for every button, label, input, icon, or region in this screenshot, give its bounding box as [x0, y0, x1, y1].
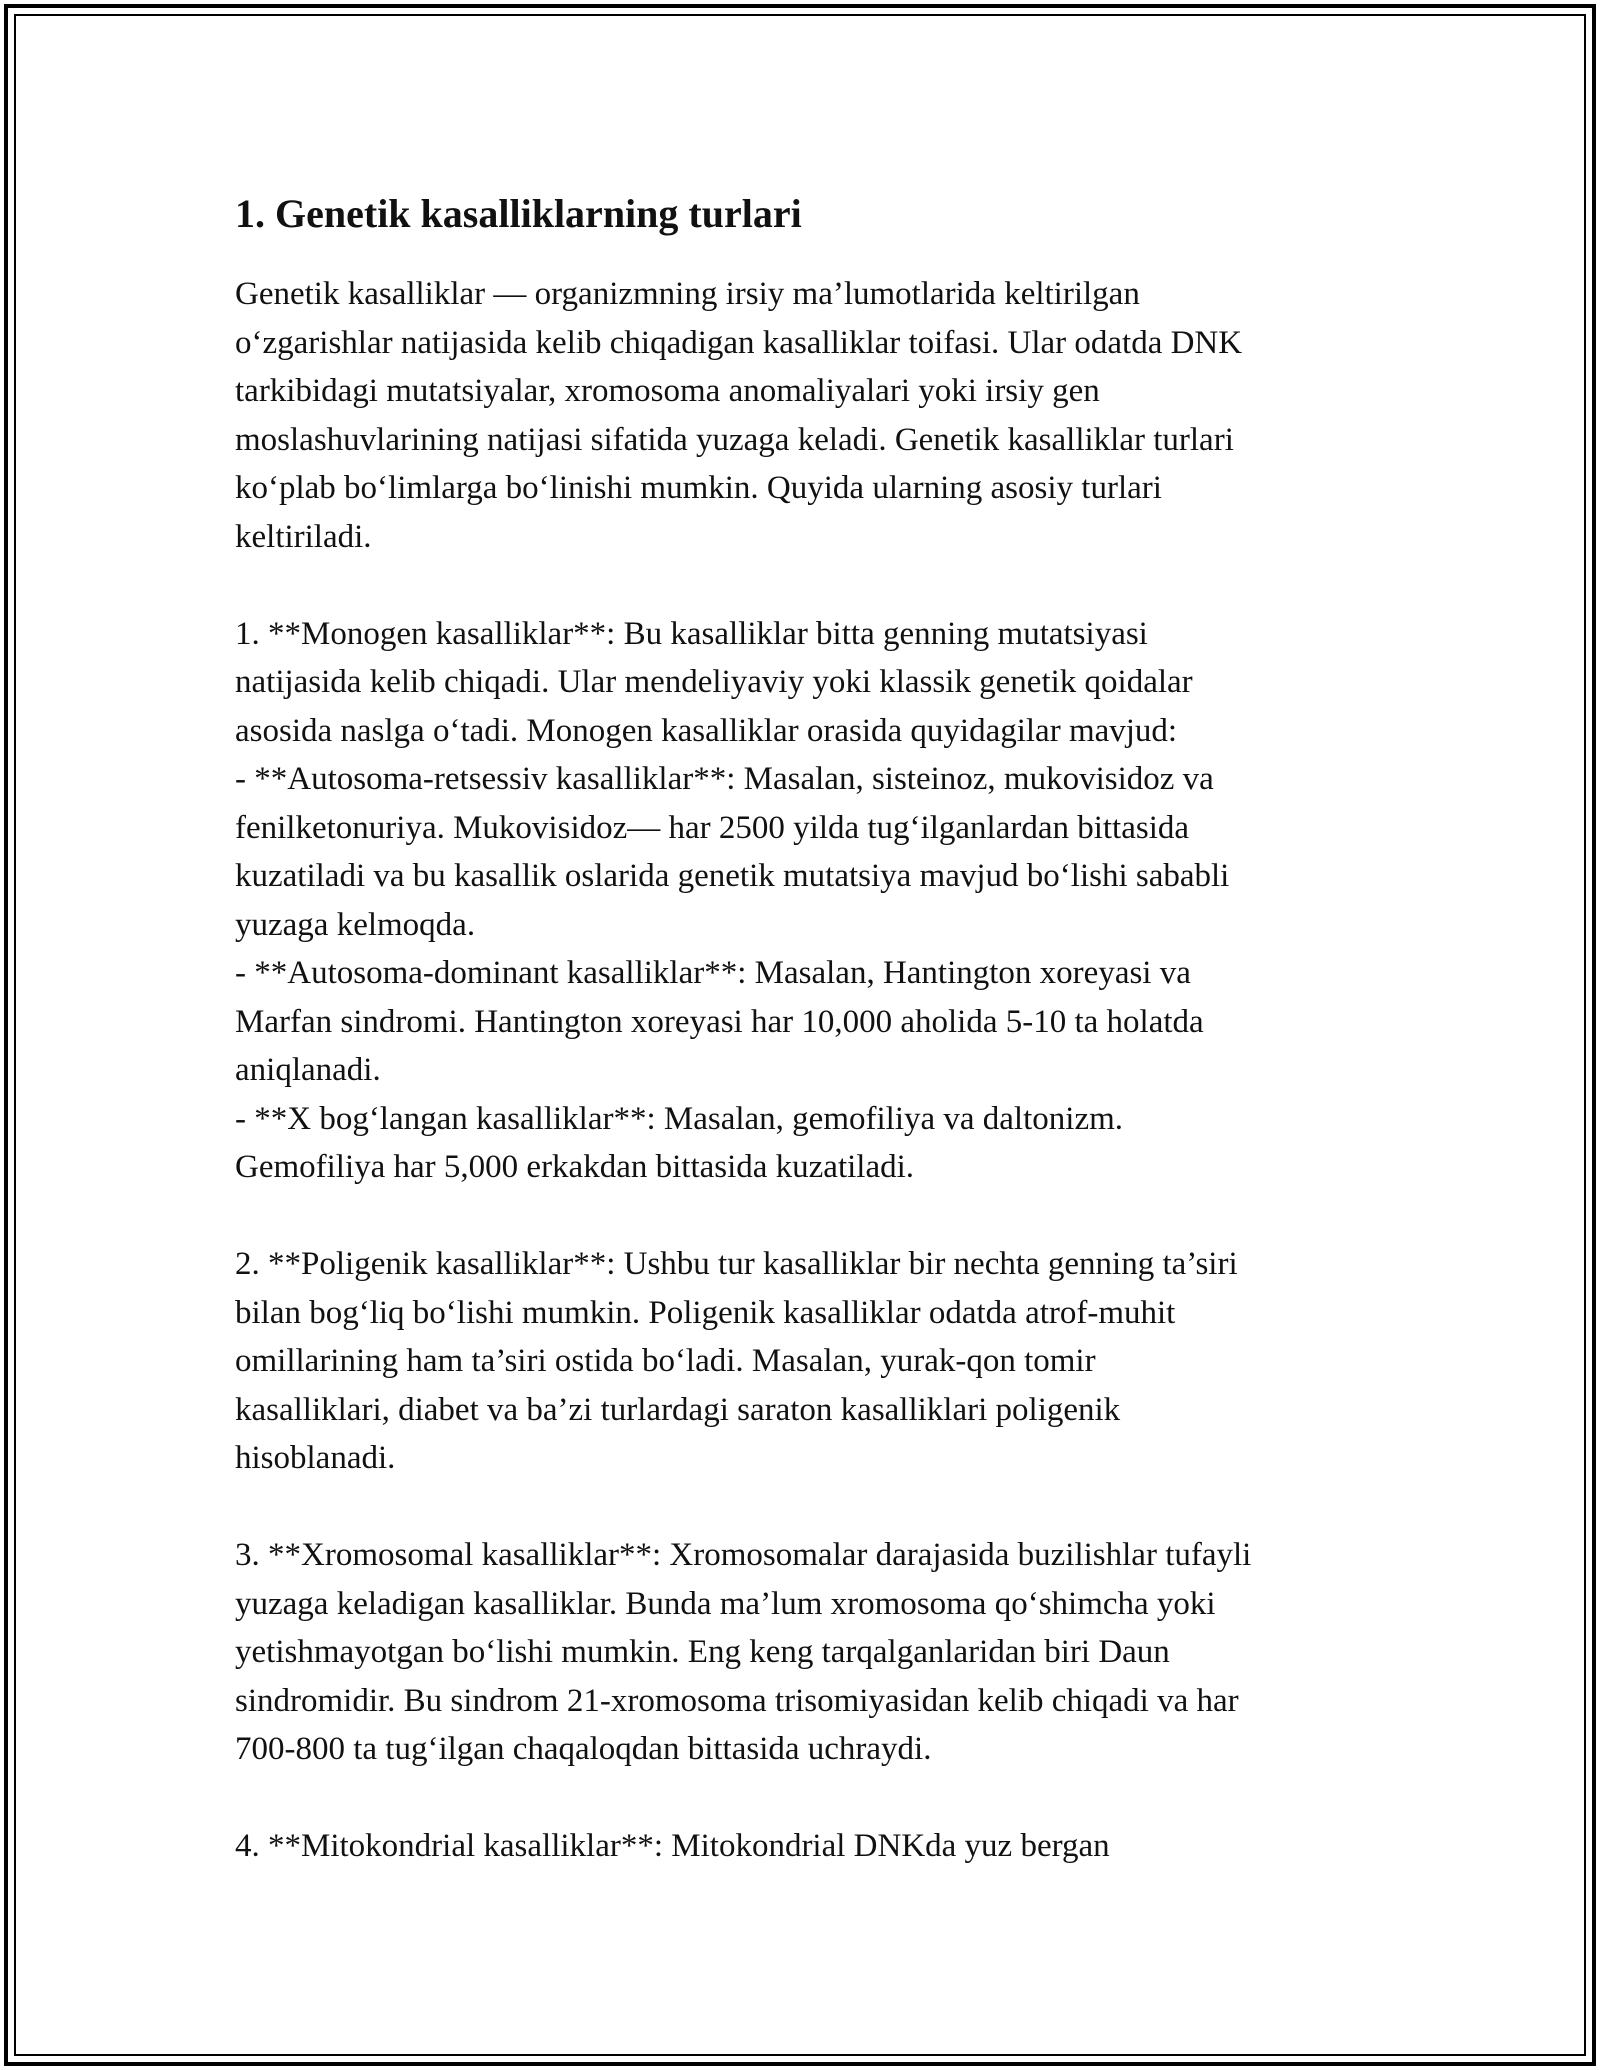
document-content: [235, 188, 1375, 1871]
section-body-text: Genetik kasalliklar — organizmning irsiy ma’lumotlarida keltirilgan o‘zgarishlar natijasida kelib chiqadigan kasalliklar toifasi. Ular odatda DNK tarkibidagi mutatsiyalar, xromosoma anomaliyalari yoki irsiy gen moslashuvlarining natijasi sifatida yuzaga keladi. Genetik kasalliklar turlari ko‘plab bo‘limlarga bo‘linishi mumkin. Quyida ularning asosiy turlari keltiriladi. 1. **Monogen kasalliklar**: Bu kasalliklar bitta genning mutatsiyasi natijasida kelib chiqadi. Ular mendeliyaviy yoki klassik genetik qoidalar asosida naslga o‘tadi. Monogen kasalliklar orasida quyidagilar mavjud: - **Autosoma-retsessiv kasalliklar**: Masalan, sisteinoz, mukovisidoz va fenilketonuriya. Mukovisidoz— har 2500 yilda tug‘ilganlardan bittasida kuzatiladi va bu kasallik oslarida genetik mutatsiya mavjud bo‘lishi sababli yuzaga kelmoqda. - **Autosoma-dominant kasalliklar**: Masalan, Hantington xoreyasi va Marfan sindromi. Hantington xoreyasi har 10,000 aholida 5-10 ta holatda aniqlanadi. - **X bog‘langan kasalliklar**: Masalan, gemofiliya va daltonizm. Gemofiliya har 5,000 erkakdan bittasida kuzatiladi. 2. **Poligenik kasalliklar**: Ushbu tur kasalliklar bir nechta genning ta’siri bilan bog‘liq bo‘lishi mumkin. Poligenik kasalliklar odatda atrof-muhit omillarining ham ta’siri ostida bo‘ladi. Masalan, yurak-qon tomir kasalliklari, diabet va ba’zi turlardagi saraton kasalliklari poligenik hisoblanadi. 3. **Xromosomal kasalliklar**: Xromosomalar darajasida buzilishlar tufayli yuzaga keladigan kasalliklar. Bunda ma’lum xromosoma qo‘shimcha yoki yetishmayotgan bo‘lishi mumkin. Eng keng tarqalganlaridan biri Daun sindromidir. Bu sindrom 21-xromosoma trisomiyasidan kelib chiqadi va har 700-800 ta tug‘ilgan chaqaloqdan bittasida uchraydi. 4. **Mitokondrial kasalliklar**: Mitokondrial DNKda yuz bergan: [235, 276, 1252, 1864]
section-heading: 1. Genetik kasalliklarning turlari: [235, 191, 802, 236]
